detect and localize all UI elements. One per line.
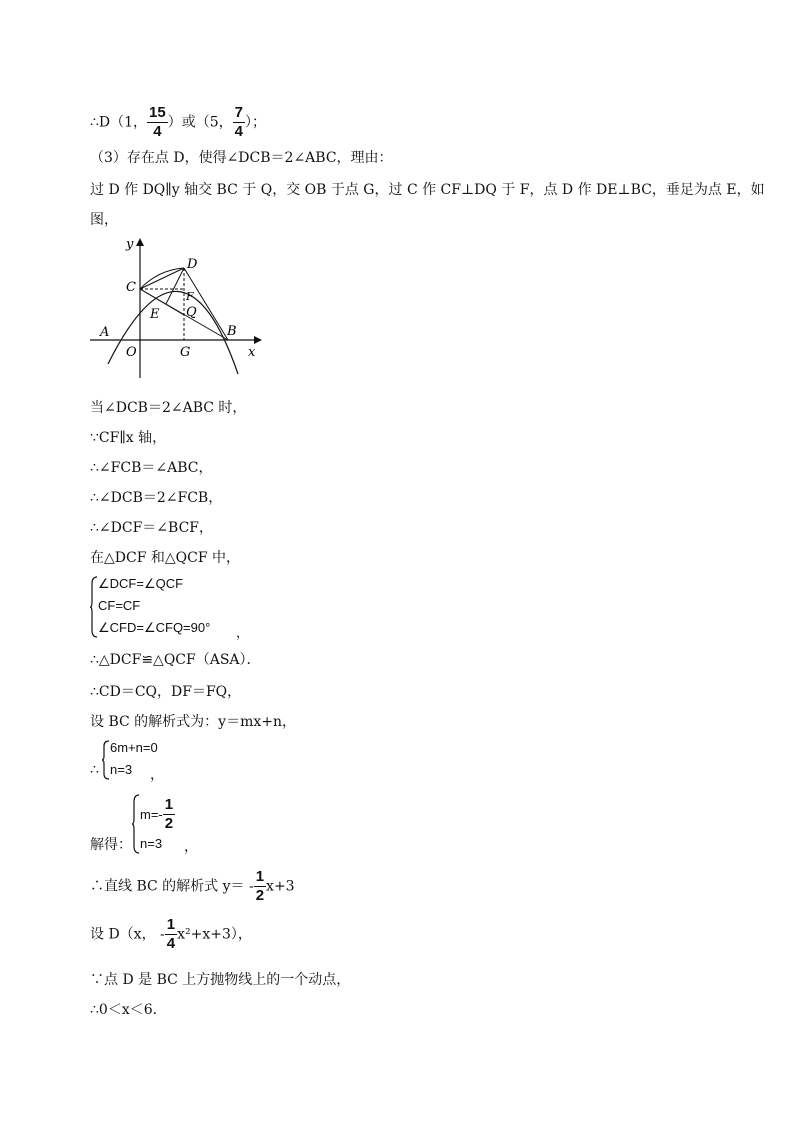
y-axis-arrow xyxy=(136,238,144,246)
system3-row-1: m=- $\frac{1}{2}$ xyxy=(140,796,174,832)
line-8: ∴∠DCB＝2∠FCB， xyxy=(90,490,223,506)
segment-db xyxy=(184,268,228,340)
fraction-7-4: $\frac{7}{4}$ xyxy=(234,104,243,140)
line-17 xyxy=(90,916,252,953)
left-brace xyxy=(132,794,140,854)
line-15-prefix: 解得： xyxy=(90,837,132,853)
line-16-prefix: ∴直线 BC 的解析式 y＝ - xyxy=(90,878,254,895)
line-11: ∴△DCF≌△QCF（ASA）． xyxy=(90,652,261,668)
label-a: A xyxy=(100,325,110,340)
line-3: 过 D 作 DQ∥y 轴交 BC 于 Q，交 OB 于点 G，过 C 作 CF⊥DQ 于 F，点 D 作 DE⊥BC，垂足为点 E，如 xyxy=(90,182,765,198)
segment-cq xyxy=(140,289,184,315)
system3-row-2: n=3 xyxy=(140,836,163,851)
line-17-prefix: 设 D（x， - xyxy=(90,926,165,943)
line-6: ∵CF∥x 轴， xyxy=(90,430,167,446)
label-e: E xyxy=(150,307,160,322)
label-d: D xyxy=(187,257,198,272)
label-o: O xyxy=(126,345,137,360)
left-brace xyxy=(102,740,110,780)
fraction-15-4: $\frac{15}{4}$ xyxy=(149,104,166,140)
equation-system-congruence xyxy=(90,574,290,640)
parabola xyxy=(108,291,238,374)
system2-row-2: n=3 xyxy=(110,762,133,777)
fraction-1-2: $\frac{1}{2}$ xyxy=(164,796,174,832)
label-q: Q xyxy=(186,305,197,320)
fraction-1-4: $\frac{1}{4}$ xyxy=(166,916,176,952)
line-12: ∴CD＝CQ，DF＝FQ， xyxy=(90,684,242,700)
line-7: ∴∠FCB＝∠ABC， xyxy=(90,460,213,476)
label-b: B xyxy=(227,324,237,339)
system1-row-3: ∠CFD=∠CFQ=90° xyxy=(98,620,211,635)
line-1-mid: ）或（5， xyxy=(167,114,233,131)
label-g: G xyxy=(180,345,191,360)
line-4: 图， xyxy=(90,212,118,228)
label-x: x xyxy=(248,345,256,360)
line-17-suffix: x²+x+3）， xyxy=(177,926,252,943)
line-14-suffix: ， xyxy=(150,767,164,783)
label-c: C xyxy=(126,280,136,295)
line-5: 当∠DCB＝2∠ABC 时， xyxy=(90,400,247,416)
label-f: F xyxy=(186,290,194,303)
line-19: ∴0＜x＜6． xyxy=(90,1002,167,1018)
system2-row-1: 6m+n=0 xyxy=(110,740,158,755)
equation-system-solution xyxy=(90,792,290,858)
line-10: 在△DCF 和△QCF 中， xyxy=(90,550,240,566)
line-2: （3）存在点 D，使得∠DCB＝2∠ABC，理由： xyxy=(90,150,393,166)
line-1-suffix: ）； xyxy=(245,114,266,131)
line-1 xyxy=(90,104,266,141)
fraction-1-2: $\frac{1}{2}$ xyxy=(255,868,265,904)
geometry-figure xyxy=(88,232,268,382)
label-y: y xyxy=(126,237,134,252)
segment-cd xyxy=(140,268,184,289)
left-brace xyxy=(90,576,98,638)
system1-row-1: ∠DCF=∠QCF xyxy=(98,576,184,591)
line-15-suffix: ， xyxy=(184,839,198,855)
line-14-prefix: ∴ xyxy=(90,762,99,778)
line-16-suffix: x+3 xyxy=(266,878,295,895)
segment-de xyxy=(166,268,184,304)
line-9: ∴∠DCF＝∠BCF， xyxy=(90,520,213,536)
line-13: 设 BC 的解析式为：y＝mx+n， xyxy=(90,714,296,730)
x-axis-arrow xyxy=(254,336,262,344)
line-16 xyxy=(90,868,295,905)
system1-tail: ， xyxy=(236,625,250,640)
line-1-prefix: ∴D（1， xyxy=(90,114,148,131)
system1-row-2: CF=CF xyxy=(98,598,141,613)
equation-system-bc xyxy=(90,738,290,782)
line-18: ∵点 D 是 BC 上方抛物线上的一个动点， xyxy=(90,972,351,988)
